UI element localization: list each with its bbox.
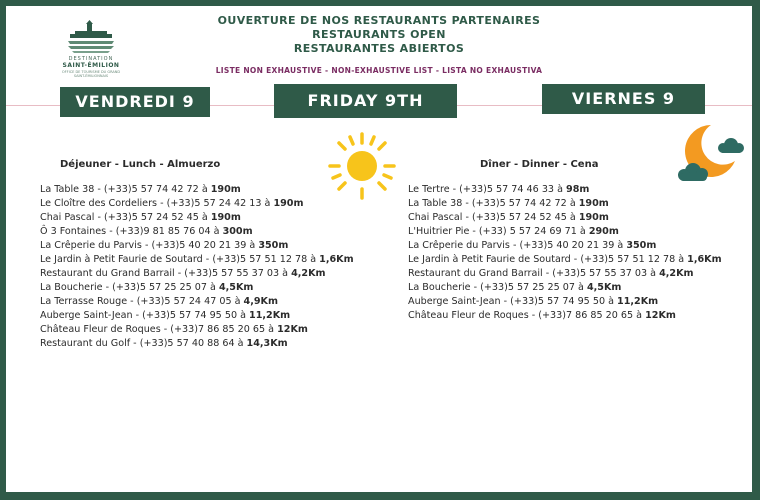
logo-line3: OFFICE DE TOURISME DU GRAND SAINT-ÉMILIONNAIS bbox=[61, 70, 121, 78]
restaurant-distance: 14,3Km bbox=[246, 338, 288, 349]
restaurant-distance: 4,5Km bbox=[586, 282, 622, 293]
restaurant-distance: 190m bbox=[578, 212, 609, 223]
restaurant-name-phone: Le Jardin à Petit Faurie de Soutard - (+33)5 57 51 12 78 à bbox=[40, 254, 320, 265]
restaurant-list-item bbox=[40, 197, 410, 211]
day-label-french: VENDREDI 9 bbox=[60, 87, 210, 117]
restaurant-distance: 1,6Km bbox=[687, 254, 722, 265]
restaurant-list-item bbox=[408, 211, 743, 225]
restaurant-name-phone: L'Huitrier Pie - (+33) 5 57 24 69 71 à bbox=[408, 226, 589, 237]
restaurant-distance: 4,2Km bbox=[659, 268, 694, 279]
restaurant-list-item bbox=[408, 183, 743, 197]
restaurant-list-item bbox=[40, 295, 410, 309]
restaurant-list-item bbox=[408, 267, 743, 281]
non-exhaustive-subtitle: LISTE NON EXHAUSTIVE - NON-EXHAUSTIVE LIST - LISTA NO EXHAUSTIVA bbox=[215, 66, 543, 75]
logo-line2: SAINT-ÉMILION bbox=[62, 62, 120, 69]
restaurant-distance: 4,2Km bbox=[291, 268, 326, 279]
restaurant-distance: 190m bbox=[578, 198, 609, 209]
restaurant-name-phone: Restaurant du Golf - (+33)5 57 40 88 64 à bbox=[40, 338, 247, 349]
restaurant-list-item bbox=[40, 337, 410, 351]
restaurant-list-item bbox=[40, 239, 410, 253]
restaurant-name-phone: Le Jardin à Petit Faurie de Soutard - (+33)5 57 51 12 78 à bbox=[408, 254, 688, 265]
restaurant-list-item bbox=[40, 323, 410, 337]
restaurant-name-phone: Chai Pascal - (+33)5 57 24 52 45 à bbox=[408, 212, 579, 223]
restaurant-list-item bbox=[40, 225, 410, 239]
restaurant-list-item bbox=[408, 253, 743, 267]
restaurant-list-item bbox=[40, 267, 410, 281]
restaurant-distance: 290m bbox=[588, 226, 619, 237]
restaurant-name-phone: La Table 38 - (+33)5 57 74 42 72 à bbox=[40, 184, 211, 195]
restaurant-distance: 12Km bbox=[277, 324, 308, 335]
restaurant-name-phone: Restaurant du Grand Barrail - (+33)5 57 55 37 03 à bbox=[408, 268, 660, 279]
restaurant-distance: 12Km bbox=[645, 310, 676, 321]
lunch-list bbox=[40, 183, 410, 351]
restaurant-list-item bbox=[408, 281, 743, 295]
restaurant-distance: 300m bbox=[222, 226, 253, 237]
restaurant-list-item bbox=[408, 295, 743, 309]
restaurant-list-item bbox=[40, 253, 410, 267]
logo-line1: DESTINATION bbox=[68, 56, 114, 62]
restaurant-distance: 350m bbox=[626, 240, 657, 251]
restaurant-distance: 98m bbox=[566, 184, 590, 195]
restaurant-list-item bbox=[40, 281, 410, 295]
day-label-spanish: VIERNES 9 bbox=[542, 84, 705, 114]
header-line1: OUVERTURE DE NOS RESTAURANTS PARTENAIRES bbox=[217, 14, 541, 27]
restaurant-name-phone: Ô 3 Fontaines - (+33)9 81 85 76 04 à bbox=[40, 226, 223, 237]
restaurant-name-phone: Château Fleur de Roques - (+33)7 86 85 20 65 à bbox=[40, 324, 278, 335]
poster-card bbox=[6, 6, 752, 492]
restaurant-name-phone: La Terrasse Rouge - (+33)5 57 24 47 05 à bbox=[40, 296, 244, 307]
header-line3: RESTAURANTES ABIERTOS bbox=[293, 42, 465, 55]
restaurant-distance: 190m bbox=[210, 212, 241, 223]
restaurant-name-phone: La Boucherie - (+33)5 57 25 25 07 à bbox=[40, 282, 219, 293]
lunch-heading: Déjeuner - Lunch - Almuerzo bbox=[60, 159, 221, 170]
dinner-list bbox=[408, 183, 743, 323]
dinner-heading: Dîner - Dinner - Cena bbox=[480, 159, 599, 170]
restaurant-name-phone: Chai Pascal - (+33)5 57 24 52 45 à bbox=[40, 212, 211, 223]
restaurant-name-phone: Restaurant du Grand Barrail - (+33)5 57 55 37 03 à bbox=[40, 268, 292, 279]
restaurant-name-phone: La Crêperie du Parvis - (+33)5 40 20 21 39 à bbox=[40, 240, 259, 251]
restaurant-name-phone: Le Tertre - (+33)5 57 74 46 33 à bbox=[408, 184, 567, 195]
restaurant-name-phone: La Crêperie du Parvis - (+33)5 40 20 21 39 à bbox=[408, 240, 627, 251]
restaurant-name-phone: La Boucherie - (+33)5 57 25 25 07 à bbox=[408, 282, 587, 293]
restaurant-list-item bbox=[408, 239, 743, 253]
restaurant-distance: 190m bbox=[273, 198, 304, 209]
moon-cloud-icon bbox=[673, 121, 745, 187]
restaurant-distance: 190m bbox=[210, 184, 241, 195]
restaurant-name-phone: La Table 38 - (+33)5 57 74 42 72 à bbox=[408, 198, 579, 209]
header-line2: RESTAURANTS OPEN bbox=[312, 28, 446, 41]
restaurant-list-item bbox=[40, 211, 410, 225]
restaurant-distance: 350m bbox=[258, 240, 289, 251]
restaurant-list-item bbox=[408, 225, 743, 239]
restaurant-name-phone: Château Fleur de Roques - (+33)7 86 85 20 65 à bbox=[408, 310, 646, 321]
day-label-english: FRIDAY 9TH bbox=[274, 84, 457, 118]
restaurant-distance: 4,9Km bbox=[243, 296, 278, 307]
restaurant-name-phone: Auberge Saint-Jean - (+33)5 57 74 95 50 à bbox=[40, 310, 250, 321]
restaurant-name-phone: Le Cloître des Cordeliers - (+33)5 57 24 42 13 à bbox=[40, 198, 274, 209]
restaurant-list-item bbox=[40, 183, 410, 197]
restaurant-name-phone: Auberge Saint-Jean - (+33)5 57 74 95 50 à bbox=[408, 296, 618, 307]
restaurant-list-item bbox=[408, 197, 743, 211]
restaurant-distance: 11,2Km bbox=[617, 296, 659, 307]
restaurant-list-item bbox=[40, 309, 410, 323]
restaurant-list-item bbox=[408, 309, 743, 323]
restaurant-distance: 4,5Km bbox=[218, 282, 254, 293]
restaurant-distance: 1,6Km bbox=[319, 254, 354, 265]
restaurant-distance: 11,2Km bbox=[249, 310, 291, 321]
